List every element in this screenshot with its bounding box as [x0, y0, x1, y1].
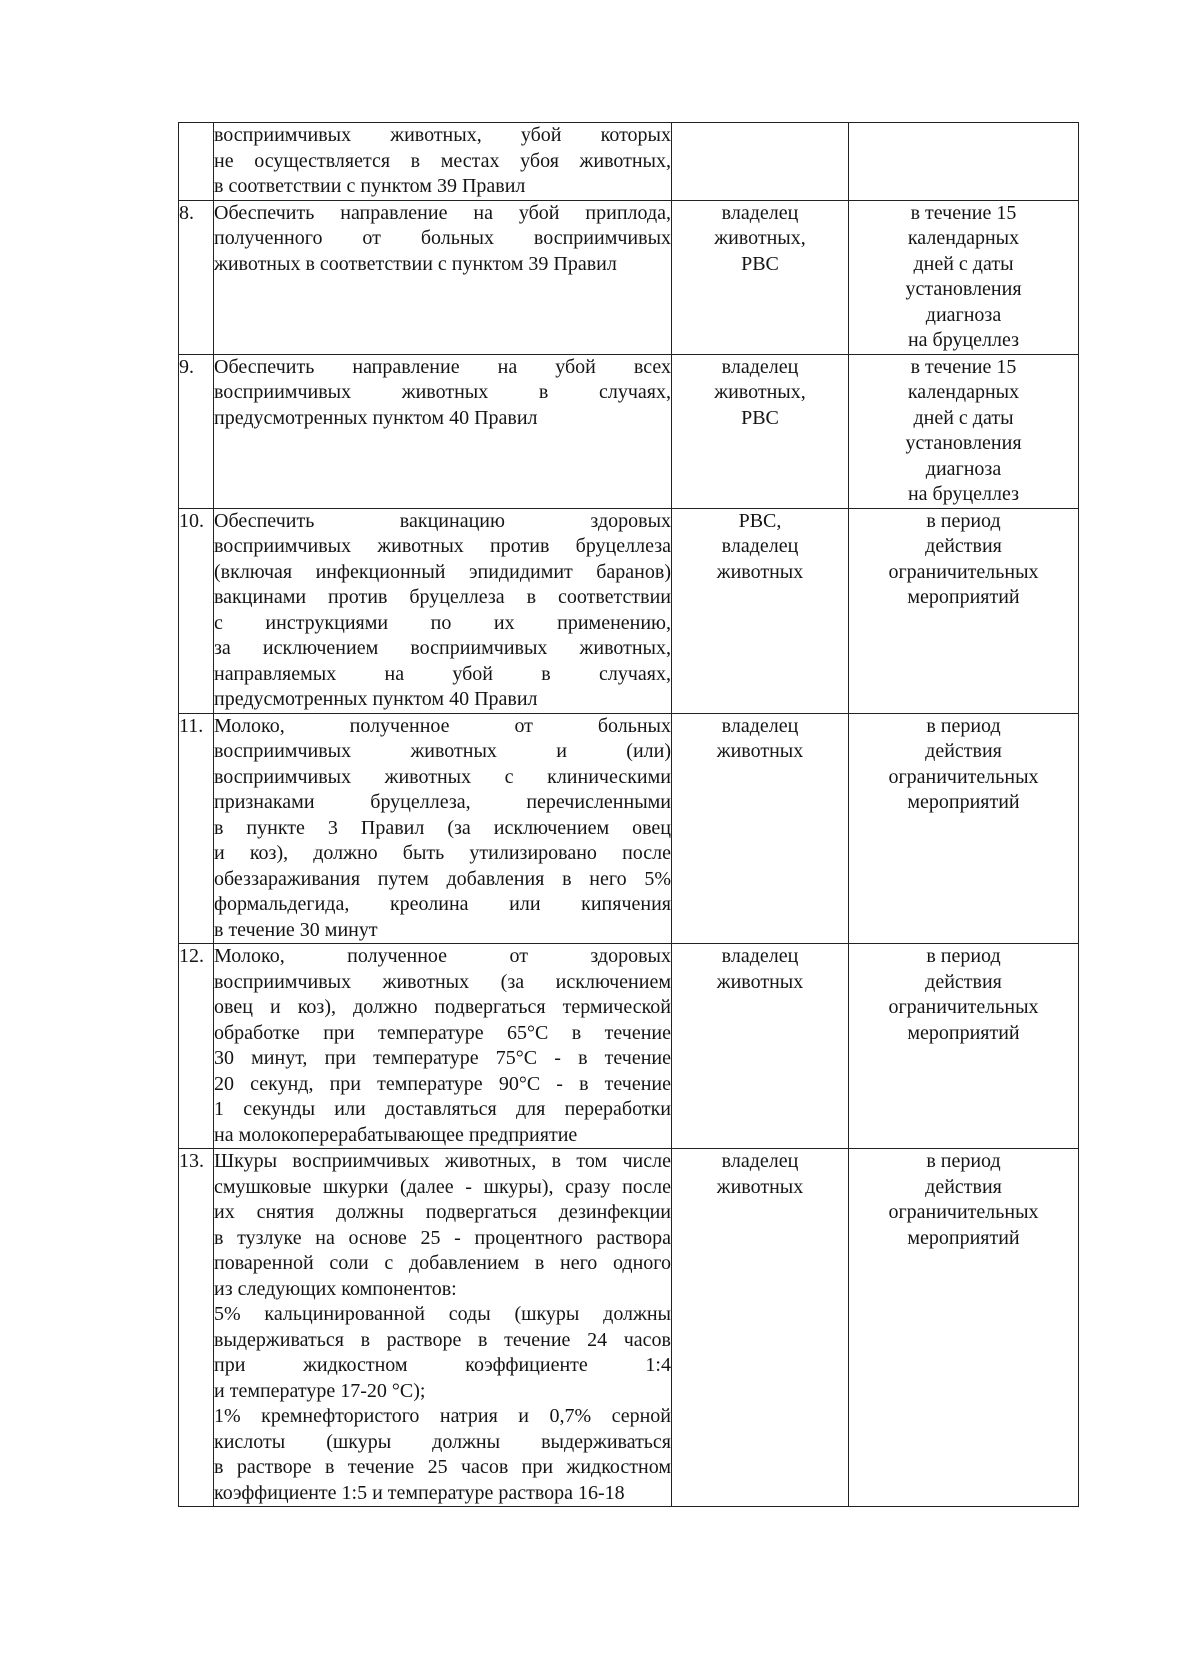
- measure-text-line: поваренной соли с добавлением в него одного: [214, 1252, 671, 1274]
- term-line: календарных: [907, 227, 1020, 249]
- term-line: мероприятий: [907, 1021, 1020, 1044]
- measure-text-line: Обеспечить вакцинацию здоровых: [214, 509, 671, 532]
- term-line: дней с даты: [913, 252, 1014, 275]
- responsible-line: владелец: [721, 201, 799, 224]
- measure-text-line: обеззараживания путем добавления в него 5%: [214, 867, 671, 890]
- table-row: [179, 200, 1079, 354]
- term-line: в период: [926, 509, 1001, 532]
- term-line: мероприятий: [907, 791, 1020, 813]
- row-number: 9.: [179, 354, 214, 508]
- table-row: [179, 944, 1079, 1149]
- term-line: календарных: [907, 381, 1020, 403]
- term-line: в период: [926, 1150, 1001, 1172]
- term-line: ограничительных: [888, 1201, 1039, 1223]
- row-number: 10.: [179, 508, 214, 713]
- measure-text-line: в пункте 3 Правил (за исключением овец: [214, 816, 671, 839]
- measure-text-line: восприимчивых животных (за исключением: [214, 970, 671, 993]
- measure-text-line: Молоко, полученное от здоровых: [214, 945, 671, 967]
- table-body: [179, 123, 1079, 1507]
- term-cell: [849, 508, 1079, 713]
- term-cell: [849, 200, 1079, 354]
- measure-text-line: с инструкциями по их применению,: [214, 611, 671, 634]
- measure-text-line: направляемых на убой в случаях,: [214, 662, 671, 685]
- table-row: [179, 713, 1079, 944]
- measure-text-cell: [214, 944, 672, 1149]
- measure-text-line: Обеспечить направление на убой приплода,: [214, 201, 671, 224]
- row-number: 12.: [179, 944, 214, 1149]
- measure-text-line: из следующих компонентов:: [214, 1277, 457, 1300]
- responsible-line: животных,: [714, 227, 806, 249]
- responsible-line: животных: [716, 740, 804, 762]
- measure-text-line: и температуре 17-20 °С);: [214, 1379, 426, 1402]
- term-cell: [849, 1149, 1079, 1507]
- measure-text-line: восприимчивых животных с клиническими: [214, 765, 671, 788]
- row-number: 13.: [179, 1149, 214, 1507]
- measures-table: [178, 122, 1079, 1507]
- row-number: 11.: [179, 713, 214, 944]
- term-line: установления: [905, 278, 1022, 300]
- measure-text-line: 5% кальцинированной соды (шкуры должны: [214, 1303, 671, 1325]
- measure-text-line: Молоко, полученное от больных: [214, 714, 671, 737]
- responsible-cell: [672, 123, 849, 201]
- term-line: ограничительных: [888, 996, 1039, 1018]
- measure-text-line: животных в соответствии с пунктом 39 Правил: [214, 252, 617, 275]
- responsible-line: животных: [716, 1175, 804, 1198]
- measure-text-cell: [214, 354, 672, 508]
- term-line: дней с даты: [913, 406, 1014, 429]
- measure-text-line: в тузлуке на основе 25 - процентного раствора: [214, 1226, 671, 1249]
- responsible-line: животных,: [714, 381, 806, 403]
- term-line: на бруцеллез: [907, 329, 1020, 351]
- measure-text-cell: [214, 1149, 672, 1507]
- term-line: в течение 15: [910, 355, 1017, 378]
- responsible-line: владелец: [721, 355, 799, 378]
- responsible-line: РВС: [741, 252, 779, 275]
- term-line: действия: [925, 740, 1002, 762]
- measure-text-cell: [214, 508, 672, 713]
- term-line: мероприятий: [907, 1226, 1020, 1249]
- measure-text-cell: [214, 200, 672, 354]
- responsible-cell: [672, 200, 849, 354]
- measure-text-line: (включая инфекционный эпидидимит баранов): [214, 560, 671, 583]
- measure-text-line: овец и коз), должно подвергаться термической: [214, 996, 671, 1018]
- responsible-line: животных: [716, 560, 804, 583]
- responsible-line: РВС,: [738, 509, 782, 532]
- measure-text-line: восприимчивых животных и (или): [214, 740, 671, 762]
- measure-text-line: 30 минут, при температуре 75°С - в течение: [214, 1047, 671, 1069]
- measure-text-line: в соответствии с пунктом 39 Правил: [214, 175, 526, 197]
- term-line: в период: [926, 714, 1001, 737]
- measure-text-line: восприимчивых животных, убой которых: [214, 124, 671, 146]
- term-line: действия: [925, 535, 1002, 557]
- responsible-cell: [672, 1149, 849, 1507]
- responsible-line: владелец: [721, 1150, 799, 1172]
- measure-text-line: и коз), должно быть утилизировано после: [214, 842, 671, 864]
- term-cell: [849, 123, 1079, 201]
- measure-text-line: восприимчивых животных против бруцеллеза: [214, 535, 671, 557]
- table-row: [179, 508, 1079, 713]
- measure-text-line: восприимчивых животных в случаях,: [214, 381, 671, 403]
- measure-text-line: их снятия должны подвергаться дезинфекции: [214, 1201, 671, 1223]
- measure-text-line: кислоты (шкуры должны выдерживаться: [214, 1430, 671, 1453]
- responsible-cell: [672, 508, 849, 713]
- term-cell: [849, 944, 1079, 1149]
- term-line: ограничительных: [888, 765, 1039, 788]
- measure-text-line: обработке при температуре 65°С в течение: [214, 1021, 671, 1044]
- term-line: ограничительных: [888, 560, 1039, 583]
- row-number: [179, 123, 214, 201]
- measure-text-line: выдерживаться в растворе в течение 24 часов: [214, 1328, 671, 1351]
- measure-text-line: на молокоперерабатывающее предприятие: [214, 1123, 578, 1146]
- responsible-cell: [672, 354, 849, 508]
- term-line: диагноза: [925, 457, 1002, 480]
- measure-text-line: при жидкостном коэффициенте 1:4: [214, 1354, 671, 1376]
- measure-text-line: Обеспечить направление на убой всех: [214, 355, 671, 378]
- row-number: 8.: [179, 200, 214, 354]
- measure-text-line: Шкуры восприимчивых животных, в том числе: [214, 1150, 671, 1172]
- term-line: мероприятий: [907, 586, 1020, 608]
- term-line: установления: [905, 432, 1022, 454]
- measure-text-cell: [214, 713, 672, 944]
- measure-text-line: коэффициенте 1:5 и температуре раствора 16-18: [214, 1481, 625, 1504]
- responsible-cell: [672, 713, 849, 944]
- term-line: на бруцеллез: [907, 483, 1020, 505]
- measure-text-line: вакцинами против бруцеллеза в соответствии: [214, 586, 671, 608]
- term-line: действия: [925, 970, 1002, 993]
- measure-text-line: не осуществляется в местах убоя животных,: [214, 149, 671, 172]
- measure-text-line: предусмотренных пунктом 40 Правил: [214, 406, 538, 429]
- responsible-line: животных: [716, 970, 804, 993]
- measure-text-line: за исключением восприимчивых животных,: [214, 637, 671, 659]
- measure-text-line: 20 секунд, при температуре 90°С - в течение: [214, 1072, 671, 1095]
- term-line: в период: [926, 945, 1001, 967]
- term-line: действия: [925, 1175, 1002, 1198]
- term-cell: [849, 713, 1079, 944]
- responsible-line: владелец: [721, 945, 799, 967]
- measure-text-line: 1 секунды или доставляться для переработки: [214, 1098, 671, 1120]
- term-line: в течение 15: [910, 201, 1017, 224]
- measure-text-line: 1% кремнефтористого натрия и 0,7% серной: [214, 1405, 671, 1427]
- measure-text-line: смушковые шкурки (далее - шкуры), сразу после: [214, 1175, 671, 1198]
- responsible-line: владелец: [721, 535, 799, 557]
- responsible-line: РВС: [741, 406, 779, 429]
- table-row: [179, 1149, 1079, 1507]
- table-row: [179, 354, 1079, 508]
- measure-text-line: в растворе в течение 25 часов при жидкостном: [214, 1456, 671, 1478]
- measure-text-cell: [214, 123, 672, 201]
- measure-text-line: полученного от больных восприимчивых: [214, 227, 671, 249]
- responsible-cell: [672, 944, 849, 1149]
- measure-text-line: в течение 30 минут: [214, 918, 378, 941]
- measure-text-line: формальдегида, креолина или кипячения: [214, 893, 671, 915]
- measure-text-line: предусмотренных пунктом 40 Правил: [214, 688, 538, 710]
- responsible-line: владелец: [721, 714, 799, 737]
- measure-text-line: признаками бруцеллеза, перечисленными: [214, 791, 671, 813]
- term-cell: [849, 354, 1079, 508]
- term-line: диагноза: [925, 303, 1002, 326]
- table-row: [179, 123, 1079, 201]
